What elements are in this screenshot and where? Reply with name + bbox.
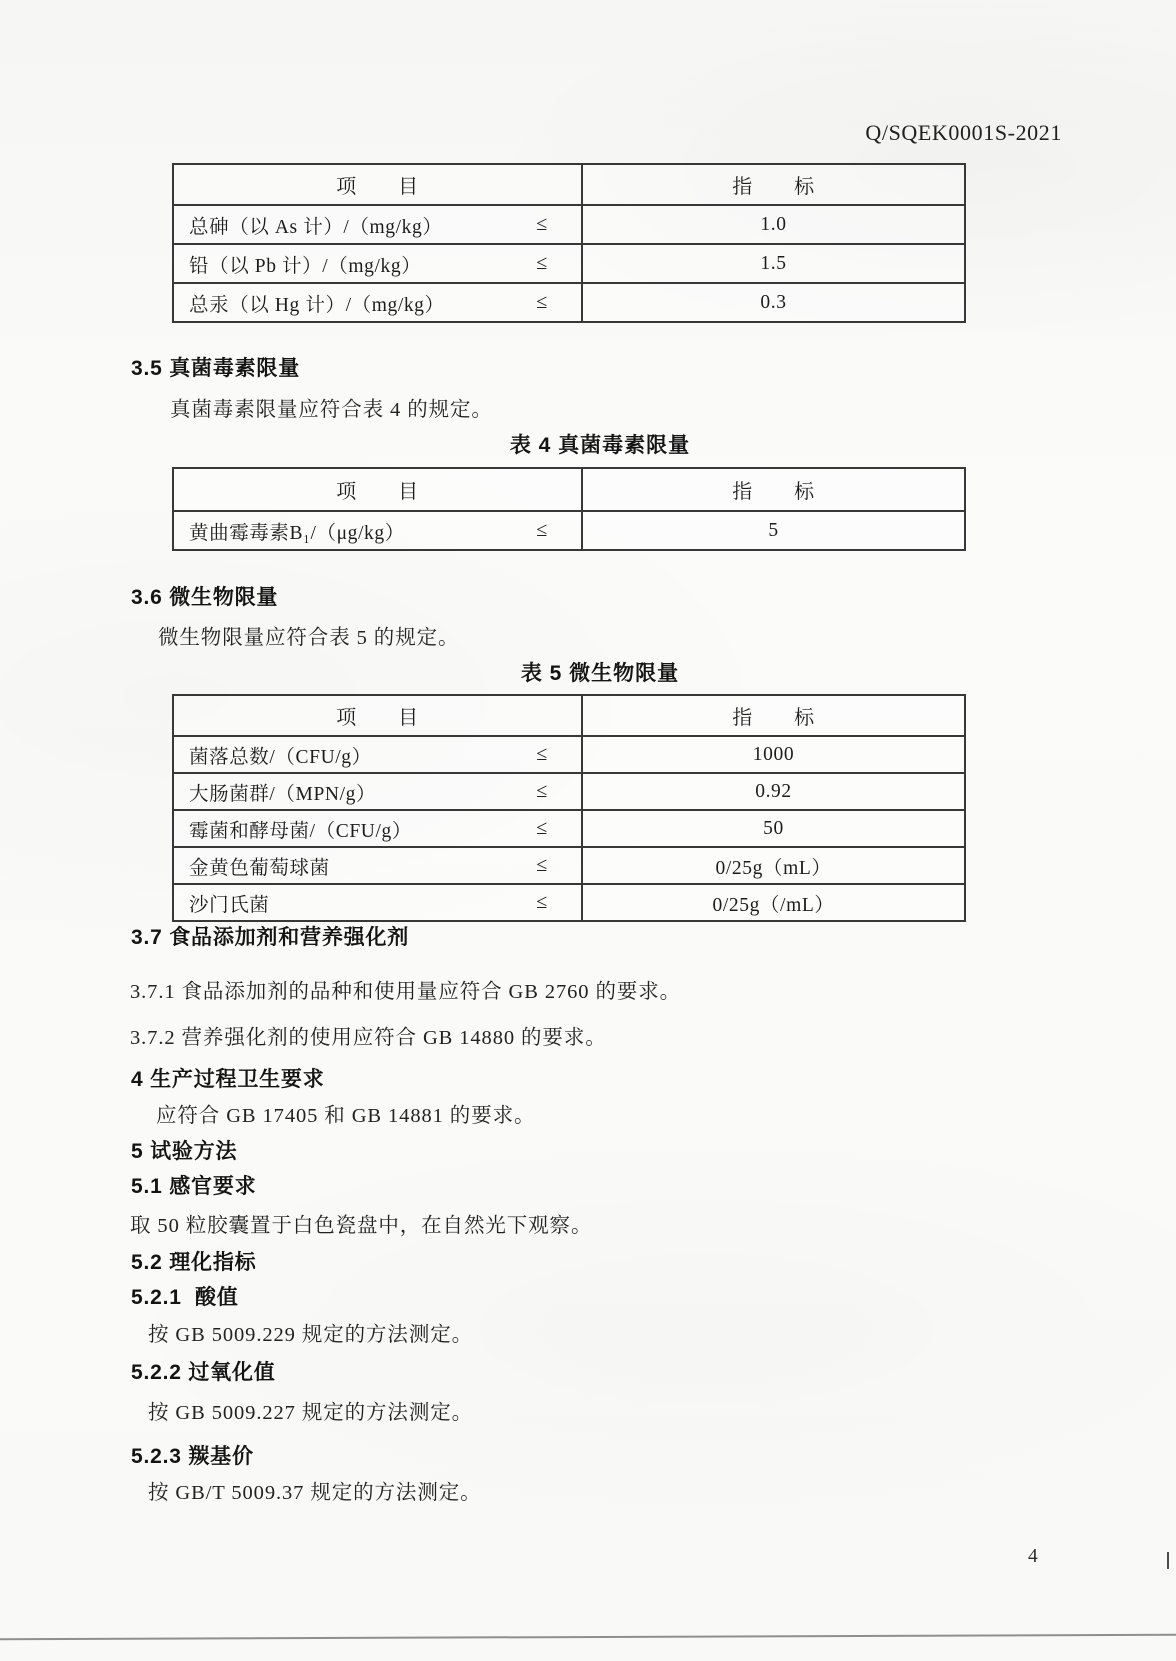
table-row: [174, 243, 964, 282]
column-header-item: 项 目: [174, 165, 583, 204]
row-limit-op: ≤: [536, 817, 548, 839]
table5-title: 表 5 微生物限量: [520, 662, 680, 685]
row-item-label: 黄曲霉毒素B₁/（μg/kg）: [189, 522, 405, 544]
row-limit-op: ≤: [536, 743, 548, 765]
table-row: [174, 204, 964, 243]
row-value: 5: [768, 519, 779, 541]
clause-3-7-2: 3.7.2 营养强化剂的使用应符合 GB 14880 的要求。: [130, 1027, 607, 1049]
row-value: 1.5: [760, 252, 787, 274]
row-value: 0/25g（/mL）: [712, 894, 835, 916]
row-item-label: 金黄色葡萄球菌: [189, 857, 330, 879]
table-row: [174, 772, 964, 809]
table-mycotoxin-limits: [172, 467, 966, 551]
table-row: [174, 809, 964, 846]
page-number: 4: [1028, 1546, 1038, 1567]
row-item-label: 霉菌和酵母菌/（CFU/g）: [189, 820, 412, 842]
table-heavy-metal-limits: [172, 163, 966, 323]
section-heading-5-2-2: 5.2.2 过氧化值: [131, 1361, 276, 1384]
paragraph-5-2-2: 按 GB 5009.227 规定的方法测定。: [148, 1402, 474, 1424]
row-limit-op: ≤: [536, 213, 548, 235]
row-limit-op: ≤: [536, 780, 548, 802]
row-limit-op: ≤: [536, 519, 548, 541]
column-header-indicator: 指 标: [732, 481, 815, 503]
section-heading-3-7: 3.7 食品添加剂和营养强化剂: [131, 926, 410, 949]
table-row: [174, 846, 964, 883]
paragraph-5-2-1: 按 GB 5009.229 规定的方法测定。: [148, 1324, 474, 1346]
table4-title: 表 4 真菌毒素限量: [509, 434, 691, 457]
row-limit-op: ≤: [536, 291, 548, 313]
section-heading-5: 5 试验方法: [131, 1140, 238, 1163]
column-header-item: 项 目: [174, 469, 583, 510]
paragraph-3-5: 真菌毒素限量应符合表 4 的规定。: [170, 399, 493, 421]
table-header-row: [174, 469, 964, 510]
row-value: 0.92: [755, 780, 792, 802]
row-value: 0.3: [760, 291, 787, 313]
section-heading-3-6: 3.6 微生物限量: [131, 586, 279, 609]
section-heading-3-5: 3.5 真菌毒素限量: [131, 357, 301, 380]
paragraph-5-2-3: 按 GB/T 5009.37 规定的方法测定。: [148, 1482, 482, 1504]
paragraph-3-6: 微生物限量应符合表 5 的规定。: [158, 627, 460, 649]
page-bottom-edge-line: [0, 1634, 1176, 1641]
section-heading-5-1: 5.1 感官要求: [131, 1175, 257, 1198]
scan-artifact-tick: [1167, 1552, 1169, 1569]
doc-number: Q/SQEK0001S-2021: [865, 120, 1062, 145]
table-row: [174, 735, 964, 772]
section-heading-5-2-1: 5.2.1 酸值: [131, 1286, 239, 1309]
column-header-indicator: 指 标: [732, 707, 815, 729]
row-item-label: 总砷（以 As 计）/（mg/kg）: [189, 216, 443, 238]
row-limit-op: ≤: [536, 252, 548, 274]
paragraph-5-1: 取 50 粒胶囊置于白色瓷盘中，在自然光下观察。: [130, 1215, 593, 1237]
row-item-label: 总汞（以 Hg 计）/（mg/kg）: [189, 294, 445, 316]
section-heading-5-2-3: 5.2.3 羰基价: [131, 1445, 254, 1468]
section-heading-4: 4 生产过程卫生要求: [131, 1068, 325, 1091]
paragraph-4: 应符合 GB 17405 和 GB 14881 的要求。: [156, 1105, 536, 1127]
section-heading-5-2: 5.2 理化指标: [131, 1251, 257, 1274]
row-item-label: 沙门氏菌: [189, 894, 270, 916]
row-value: 1.0: [760, 213, 787, 235]
row-value: 1000: [752, 743, 795, 765]
table-row: [174, 883, 964, 920]
row-item-label: 大肠菌群/（MPN/g）: [189, 783, 377, 805]
table-row: [174, 510, 964, 549]
table-header-row: [174, 696, 964, 735]
table-header-row: [174, 165, 964, 204]
clause-3-7-1: 3.7.1 食品添加剂的品种和使用量应符合 GB 2760 的要求。: [130, 981, 682, 1003]
row-value: 0/25g（mL）: [715, 857, 832, 879]
table-row: [174, 282, 964, 321]
row-item-label: 铅（以 Pb 计）/（mg/kg）: [189, 255, 422, 277]
table-microbial-limits: [172, 694, 966, 922]
row-item-label: 菌落总数/（CFU/g）: [189, 746, 372, 768]
column-header-indicator: 指 标: [732, 176, 815, 198]
row-limit-op: ≤: [536, 854, 548, 876]
column-header-item: 项 目: [174, 696, 583, 735]
row-value: 50: [763, 817, 784, 839]
row-limit-op: ≤: [536, 891, 548, 913]
